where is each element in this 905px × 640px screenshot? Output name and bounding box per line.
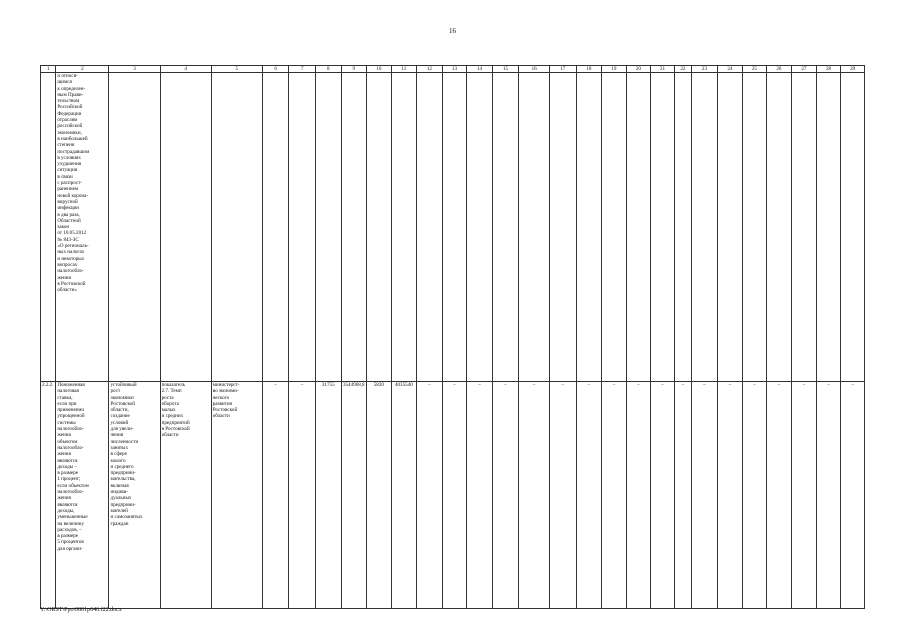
row2-value-col-11: 4035540 bbox=[391, 382, 417, 609]
row2-value-col-23: – bbox=[692, 382, 718, 609]
row2-value-col-22: – bbox=[674, 382, 691, 609]
row2-value-col-12: – bbox=[417, 382, 443, 609]
row2-value-col-9: 3544968,8 bbox=[341, 382, 367, 609]
header-col-2: 2 bbox=[56, 66, 109, 73]
row2-value-col-27: – bbox=[792, 382, 817, 609]
row2-value-col-25: – bbox=[743, 382, 767, 609]
header-col-24: 24 bbox=[717, 66, 743, 73]
row2-value-col-10: 5820 bbox=[367, 382, 392, 609]
header-col-7: 7 bbox=[289, 66, 316, 73]
header-col-19: 19 bbox=[602, 66, 627, 73]
header-col-17: 17 bbox=[550, 66, 577, 73]
row2-description: Пониженная налоговая ставка, если при применении упрощенной системы налогообло- жения объектом налогообло- жения являются доходы – в размере 1 процент; если объектом налогообло- жения являются доходы, уменьшенные на величину расходов, – в размере 5 процентов для органи- bbox=[56, 382, 109, 609]
row2-value-col-7: – bbox=[289, 382, 316, 609]
header-col-21: 21 bbox=[651, 66, 675, 73]
row2-value-col-16: – bbox=[519, 382, 550, 609]
header-col-20: 20 bbox=[626, 66, 651, 73]
row1-description: и относя- щимся к определен- ным Прави- тельством Российской Федерации отраслям российской экономики, в наибольшей степени пострадавшим в условиях ухудшения ситуации в связи с распрост- ранением новой корона- вирусной инфекции в два раза, Областной закон от 10.05.2012 № 843-ЗС «О региональ- ных налогах и некоторых вопросах налогообло- жения в Ростовской области» bbox=[56, 73, 109, 382]
header-col-10: 10 bbox=[367, 66, 392, 73]
header-col-25: 25 bbox=[743, 66, 767, 73]
data-table bbox=[40, 65, 865, 609]
header-col-11: 11 bbox=[391, 66, 417, 73]
header-col-13: 13 bbox=[442, 66, 467, 73]
row2-value-col-20: – bbox=[626, 382, 651, 609]
header-col-27: 27 bbox=[792, 66, 817, 73]
header-row bbox=[41, 66, 865, 73]
header-col-22: 22 bbox=[674, 66, 691, 73]
header-col-3: 3 bbox=[109, 66, 160, 73]
header-col-8: 8 bbox=[315, 66, 341, 73]
row2-value-col-28: – bbox=[816, 382, 841, 609]
header-col-26: 26 bbox=[766, 66, 792, 73]
row2-value-col-19: – bbox=[602, 382, 627, 609]
row2-value-col-8: 31755 bbox=[315, 382, 341, 609]
row2-value-col-21: – bbox=[651, 382, 675, 609]
row2-number: 2.2.2. bbox=[41, 382, 56, 609]
row2-goal: устойчивый рост экономики Ростовской области, создание условий для увели- чения численности занятых в сфере малого и среднего предприни- мательства, включая индиви- дуальных предприни- мателей и самозанятых граждан bbox=[109, 382, 160, 609]
header-col-4: 4 bbox=[160, 66, 211, 73]
header-col-1: 1 bbox=[41, 66, 56, 73]
row2-value-col-18: – bbox=[576, 382, 602, 609]
header-col-14: 14 bbox=[467, 66, 493, 73]
row2-value-col-26: – bbox=[766, 382, 792, 609]
row2-indicator: показатель 2.7. Темп роста оборота малых и средних предприятий в Ростовской области bbox=[160, 382, 211, 609]
header-col-12: 12 bbox=[417, 66, 443, 73]
header-col-18: 18 bbox=[576, 66, 602, 73]
header-col-15: 15 bbox=[492, 66, 519, 73]
header-col-23: 23 bbox=[692, 66, 718, 73]
row2-value-col-24: – bbox=[717, 382, 743, 609]
row2-value-col-17: – bbox=[550, 382, 577, 609]
row2-value-col-13: – bbox=[442, 382, 467, 609]
page-number: 16 bbox=[449, 27, 456, 35]
footer-file-path: Y:\ORST\Ppo\0801p646.f22.docx bbox=[40, 607, 122, 613]
header-col-9: 9 bbox=[341, 66, 367, 73]
row2-curator: министерст- во экономи- ческого развития Ростовской области bbox=[211, 382, 262, 609]
row2-value-col-6: – bbox=[262, 382, 289, 609]
header-col-28: 28 bbox=[816, 66, 841, 73]
row2-value-col-15: – bbox=[492, 382, 519, 609]
row2-value-col-14: – bbox=[467, 382, 493, 609]
header-col-5: 5 bbox=[211, 66, 262, 73]
table-row bbox=[41, 73, 865, 382]
header-col-29: 29 bbox=[841, 66, 865, 73]
table-row bbox=[41, 382, 865, 609]
header-col-16: 16 bbox=[519, 66, 550, 73]
row2-value-col-29: – bbox=[841, 382, 865, 609]
header-col-6: 6 bbox=[262, 66, 289, 73]
